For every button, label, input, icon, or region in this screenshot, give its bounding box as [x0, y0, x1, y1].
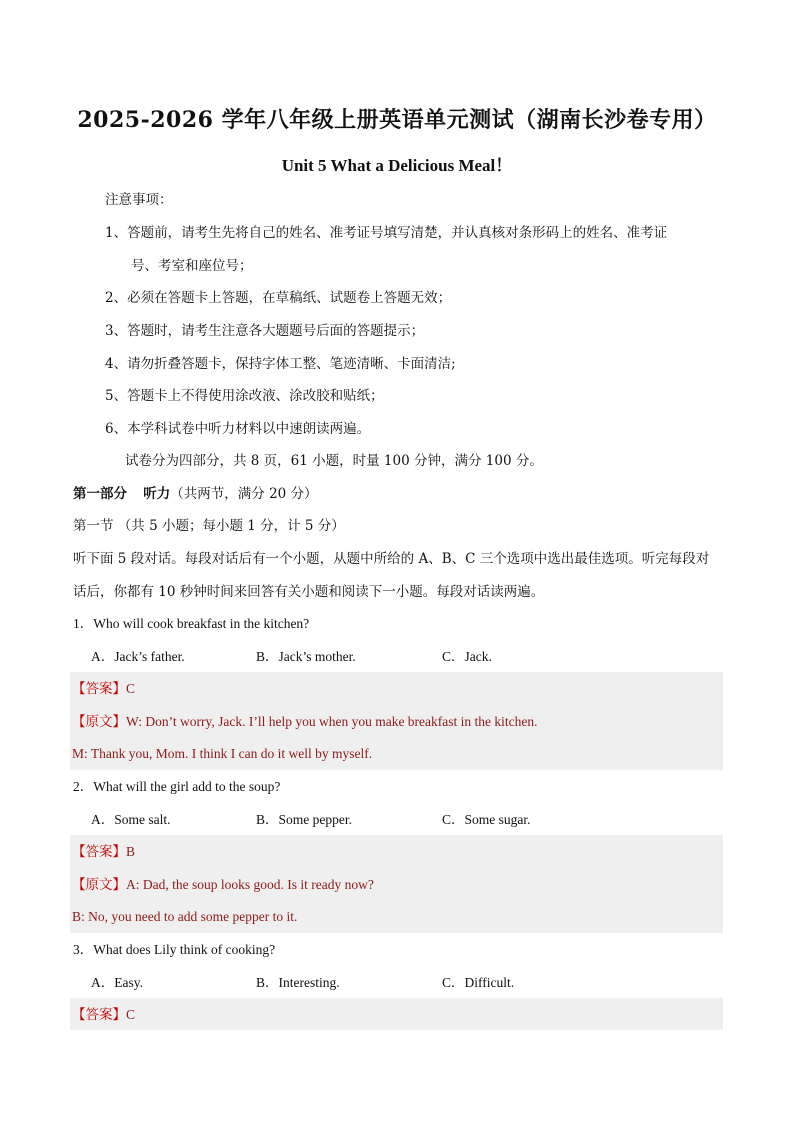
answer-line [72, 1006, 135, 1024]
answer-value: B [126, 844, 136, 859]
original-text: M: Thank you, Mom. I think I can do it well by myself. [72, 746, 373, 761]
notice-item: 试卷分为四部分，共 8 页，61 小题，时量 100 分钟，满分 100 分。 [125, 453, 543, 469]
answer-label: 【答案】 [72, 681, 126, 697]
part-note: （共两节，满分 20 分） [170, 486, 318, 502]
section-instruction: 听下面 5 段对话。每段对话后有一个小题，从题中所给的 A、B、C 三个选项中选出最佳选项。听完每段对 [73, 551, 710, 567]
part-label: 第一部分 [73, 486, 127, 502]
answer-line [72, 680, 135, 698]
original-line [72, 876, 374, 894]
notice-item: 3、答题时，请考生注意各大题题号后面的答题提示； [105, 323, 425, 339]
question-stem: 3．What does Lily think of cooking? [73, 942, 276, 957]
question-stem: 1．Who will cook breakfast in the kitchen? [73, 616, 310, 631]
unit-subtitle: Unit 5 What a Delicious Meal！ [281, 156, 513, 175]
original-text: A: Dad, the soup looks good. Is it ready now? [126, 877, 374, 892]
answer-label: 【答案】 [72, 1007, 126, 1023]
option-c: C．Jack. [442, 649, 492, 664]
answer-value: C [126, 681, 136, 696]
original-label: 【原文】 [72, 714, 126, 730]
option-c: C．Difficult. [442, 975, 515, 990]
option-a: A．Some salt. [91, 812, 171, 827]
notice-item: 2、必须在答题卡上答题，在草稿纸、试题卷上答题无效； [105, 290, 452, 306]
original-line [72, 713, 538, 731]
notice-item: 1、答题前，请考生先将自己的姓名、准考证号填写清楚，并认真核对条形码上的姓名、准考证 [105, 225, 668, 241]
option-c: C．Some sugar. [442, 812, 531, 827]
question-stem: 2．What will the girl add to the soup? [73, 779, 281, 794]
original-text: B: No, you need to add some pepper to it. [72, 909, 298, 924]
answer-label: 【答案】 [72, 844, 126, 860]
original-text: W: Don’t worry, Jack. I’ll help you when you make breakfast in the kitchen. [126, 714, 538, 729]
option-a: A．Easy. [91, 975, 143, 990]
original-label: 【原文】 [72, 877, 126, 893]
notice-heading: 注意事项： [105, 192, 173, 208]
option-b: B．Some pepper. [256, 812, 352, 827]
answer-block [70, 998, 723, 1030]
section-instruction: 话后，你都有 10 秒钟时间来回答有关小题和阅读下一小题。每段对话读两遍。 [73, 584, 545, 600]
section-header: 第一节 （共 5 小题；每小题 1 分，计 5 分） [73, 518, 345, 534]
option-a: A．Jack’s father. [91, 649, 185, 664]
exam-title: 2025-2026 学年八年级上册英语单元测试（湖南长沙卷专用） [77, 107, 717, 133]
option-b: B．Jack’s mother. [256, 649, 356, 664]
answer-line [72, 843, 135, 861]
notice-item: 4、请勿折叠答题卡，保持字体工整、笔迹清晰、卡面清洁; [105, 356, 456, 372]
answer-value: C [126, 1007, 136, 1022]
part-heading [73, 485, 318, 503]
part-name: 听力 [143, 486, 171, 502]
notice-item: 号、考室和座位号； [131, 258, 253, 274]
notice-item: 5、答题卡上不得使用涂改液、涂改胶和贴纸； [105, 388, 384, 404]
notice-item: 6、本学科试卷中听力材料以中速朗读两遍。 [105, 421, 371, 437]
option-b: B．Interesting. [256, 975, 340, 990]
